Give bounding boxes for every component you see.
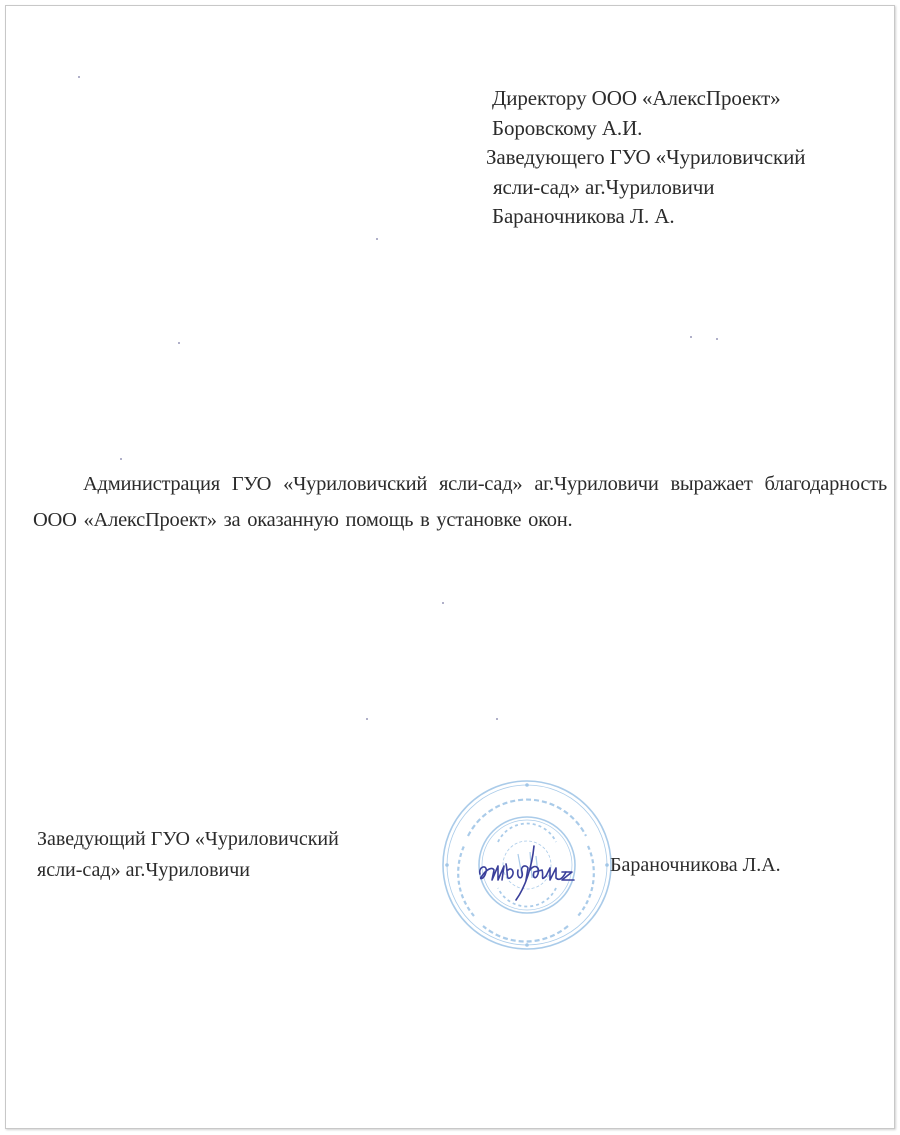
- position-line: ясли-сад» аг.Чуриловичи: [37, 859, 251, 881]
- addressee-line: Боровскому А.И.: [492, 115, 643, 140]
- scan-speck: [716, 338, 718, 340]
- scan-speck: [178, 342, 180, 344]
- addressee-line: Директору ООО «АлексПроект»: [492, 86, 781, 110]
- scan-speck: [496, 718, 498, 720]
- scan-speck: [120, 458, 122, 460]
- scan-speck: [78, 76, 80, 78]
- document-page: [5, 5, 895, 1129]
- position-line: Заведующий ГУО «Чуриловичский: [37, 828, 339, 850]
- scan-speck: [366, 718, 368, 720]
- addressee-line: Заведующего ГУО «Чуриловичский: [486, 145, 806, 169]
- scan-speck: [376, 238, 378, 240]
- scan-speck: [442, 602, 444, 604]
- addressee-line: ясли-сад» аг.Чуриловичи: [493, 174, 715, 199]
- signatory-position: [37, 824, 339, 886]
- scan-speck: [690, 336, 692, 338]
- letter-body-paragraph: Администрация ГУО «Чуриловичский ясли-сад» аг.Чуриловичи выражает благодарность ООО «АлексПроект» за оказанную помощь в установке окон.: [33, 473, 887, 531]
- addressee-block: [484, 84, 805, 232]
- addressee-line: Бараночникова Л. А.: [492, 204, 675, 228]
- handwritten-signature-icon: [476, 836, 586, 906]
- signatory-name: Бараночникова Л.А.: [610, 854, 781, 876]
